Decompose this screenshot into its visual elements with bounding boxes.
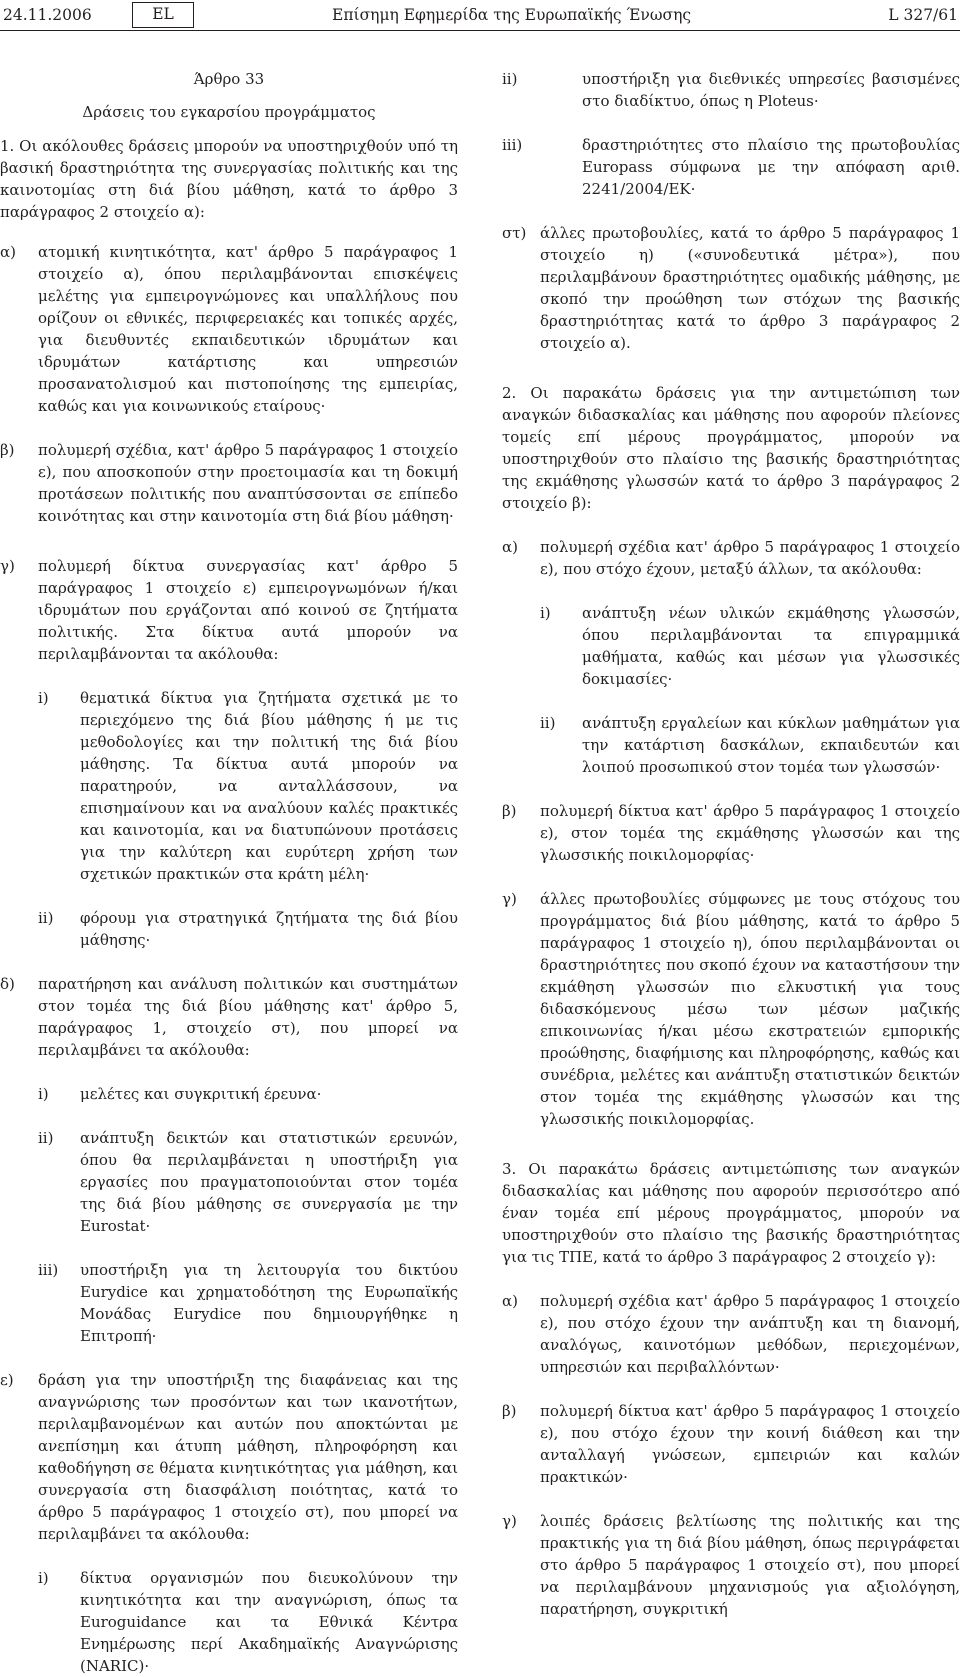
list-marker: γ) (502, 890, 517, 908)
list-text: πολυμερή σχέδια κατ' άρθρο 5 παράγραφος 1 στοιχείο ε), που στόχο έχουν, μεταξύ άλλων, τα ακόλουθα: (540, 538, 960, 578)
list-item-p3b (502, 1400, 960, 1488)
list-text: πολυμερή σχέδια, κατ' άρθρο 5 παράγραφος 1 στοιχείο ε), που αποσκοπούν στην προετοιμασία και τη δοκιμή προτάσεων πολιτικής που αναπτύσσονται σε επίπεδο κοινότητας και στην καινοτομία στη διά βίου μάθηση· (38, 441, 458, 525)
page-header (0, 0, 960, 30)
list-item-d-iii (38, 1259, 458, 1347)
list-text: ατομική κινητικότητα, κατ' άρθρο 5 παράγραφος 1 στοιχείο α), όπου περιλαμβάνονται επισκέψεις μελέτης για εμπειρογνώμονες και υπαλλήλους που ορίζουν οι εθνικές, περιφερειακές και τοπικές αρχές, για διευθυντές εκπαιδευτικών ιδρυμάτων και ιδρυμάτων κατάρτισης και υπηρεσιών προσανατολισμού και πιστοποίησης της εμπειρίας, καθώς και για κοινωνικούς εταίρους· (38, 243, 458, 415)
list-item-e-ii (502, 68, 960, 112)
paragraph-2: 2. Οι παρακάτω δράσεις για την αντιμετώπιση των αναγκών διδασκαλίας και μάθησης που αφορούν πλείονες τομείς επί μέρους προγράμματος, μπορούν να υποστηριχθούν στο πλαίσιο της βασικής δραστηριότητας της εκμάθησης γλωσσών κατά το άρθρο 3 παράγραφος 2 στοιχείο β): (502, 384, 960, 512)
list-text: πολυμερή δίκτυα συνεργασίας κατ' άρθρο 5 παράγραφος 1 στοιχείο ε) εμπειρογνωμόνων ή/και ιδρυμάτων που εργάζονται από κοινού σε ζητήματα πολιτικής. Στα δίκτυα αυτά μπορούν να περιλαμβάνονται τα ακόλουθα: (38, 557, 458, 663)
list-item-e-i (38, 1567, 458, 1677)
publication-date: 24.11.2006 (3, 6, 92, 24)
list-text: υποστήριξη για τη λειτουργία του δικτύου Eurydice και χρηματοδότηση της Ευρωπαϊκής Μονάδας Eurydice που δημιουργήθηκε η Επιτροπή· (80, 1261, 458, 1345)
list-text: φόρουμ για στρατηγικά ζητήματα της διά βίου μάθησης· (80, 909, 458, 949)
list-marker: ii) (38, 1129, 54, 1147)
list-text: άλλες πρωτοβουλίες, κατά το άρθρο 5 παράγραφος 1 στοιχείο η) («συνοδευτικά μέτρα»), που περιλαμβάνουν δραστηριότητες ομαδικής μάθησης, με σκοπό την προώθηση των στόχων της βασικής δραστηριότητας κατά το άρθρο 3 παράγραφος 2 στοιχείο α). (540, 224, 960, 352)
paragraph-1: 1. Οι ακόλουθες δράσεις μπορούν να υποστηριχθούν υπό τη βασική δραστηριότητα της συνεργασίας πολιτικής και της καινοτομίας στη διά βίου μάθηση, κατά το άρθρο 3 παράγραφος 2 στοιχείο α): (0, 137, 458, 221)
list-item-p3a (502, 1290, 960, 1378)
list-text: ανάπτυξη εργαλείων και κύκλων μαθημάτων για την κατάρτιση δασκάλων, εκπαιδευτών και λοιπού προσωπικού στον τομέα των γλωσσών· (582, 714, 960, 776)
header-rule (0, 30, 960, 31)
list-item-p2a (502, 536, 960, 580)
list-text: άλλες πρωτοβουλίες σύμφωνες με τους στόχους του προγράμματος διά βίου μάθησης, κατά το άρθρο 5 παράγραφος 1 στοιχείο η), όπου περιλαμβάνονται οι δραστηριότητες που σκοπό έχουν να καταστήσουν την εκμάθηση γλωσσών πιο ελκυστική για τους διδασκόμενους μέσω των μέσων μαζικής επικοινωνίας ή/και μέσω εκστρατειών εμπορικής προώθησης, διαφήμισης και πληροφόρησης, καθώς και συνέδρια, μελέτες και ανάπτυξη στατιστικών δεικτών στον τομέα της εκμάθησης γλωσσών και της γλωσσικής ποικιλομορφίας. (540, 890, 960, 1128)
list-marker: ε) (0, 1371, 14, 1389)
list-marker: i) (540, 604, 551, 622)
list-text: ανάπτυξη νέων υλικών εκμάθησης γλωσσών, όπου περιλαμβάνονται τα επιγραμμικά μαθήματα, καθώς και μέσων για γλωσσικές δοκιμασίες· (582, 604, 960, 688)
list-item-b (0, 439, 458, 527)
list-item-e (0, 1369, 458, 1545)
list-marker: ii) (38, 909, 54, 927)
list-item-p2g (502, 888, 960, 1130)
list-text: πολυμερή σχέδια κατ' άρθρο 5 παράγραφος 1 στοιχείο ε), που στόχο έχουν την ανάπτυξη και τη διανομή, αναλόγως, καινοτόμων μεθόδων, περιεχομένων, υπηρεσιών και περιβαλλόντων· (540, 1292, 960, 1376)
list-text: μελέτες και συγκριτική έρευνα· (80, 1085, 322, 1103)
list-item-d-i (38, 1083, 458, 1105)
article-title: Δράσεις του εγκαρσίου προγράμματος (82, 103, 376, 121)
list-marker: iii) (502, 136, 523, 154)
list-text: δίκτυα οργανισμών που διευκολύνουν την κινητικότητα και την αναγνώριση, όπως τα Euroguidance και τα Εθνικά Κέντρα Ενημέρωσης περί Ακαδημαϊκής Αναγνώρισης (NARIC)· (80, 1569, 458, 1675)
list-marker: γ) (502, 1512, 517, 1530)
list-item-st (502, 222, 960, 354)
list-marker: ii) (502, 70, 518, 88)
list-text: πολυμερή δίκτυα κατ' άρθρο 5 παράγραφος 1 στοιχείο ε), στον τομέα της εκμάθησης γλωσσών και της γλωσσικής ποικιλομορφίας· (540, 802, 960, 864)
list-marker: ii) (540, 714, 556, 732)
list-item-p2a-ii (540, 712, 960, 778)
list-marker: i) (38, 689, 49, 707)
list-item-d-ii (38, 1127, 458, 1237)
page-number: L 327/61 (888, 6, 958, 24)
list-item-a (0, 241, 458, 417)
list-text: θεματικά δίκτυα για ζητήματα σχετικά με το περιεχόμενο της διά βίου μάθησης ή με τις μεθοδολογίες και την πολιτική της διά βίου μάθησης. Τα δίκτυα αυτά μπορούν να παρατηρούν, να ανταλλάσσουν, να επισημαίνουν και να αναλύουν καλές πρακτικές και καινοτομία, και να διατυπώνουν προτάσεις για την καλύτερη και ευρύτερη χρήση των σχετικών πρακτικών στα κράτη μέλη· (80, 689, 458, 883)
list-text: πολυμερή δίκτυα κατ' άρθρο 5 παράγραφος 1 στοιχείο ε), που στόχο έχουν την κοινή διάθεση και την ανταλλαγή γνώσεων, εμπειριών και καλών πρακτικών· (540, 1402, 960, 1486)
language-code-box: EL (132, 2, 194, 28)
list-item-g-ii (38, 907, 458, 951)
list-marker: iii) (38, 1261, 59, 1279)
list-marker: β) (502, 802, 517, 820)
left-column (0, 68, 458, 1677)
list-marker: i) (38, 1085, 49, 1103)
list-text: δράση για την υποστήριξη της διαφάνειας και της αναγνώρισης των προσόντων και των ικανοτήτων, περιλαμβανομένων και αυτών που αποκτώνται με ανεπίσημη και άτυπη μάθηση, πληροφόρηση και καθοδήγηση σε θέματα κινητικότητας για μάθηση, και συνεργασία στη διασφάλιση ποιότητας, κατά το άρθρο 5 παράγραφος 1 στοιχείο στ), που μπορεί να περιλαμβάνει τα ακόλουθα: (38, 1371, 458, 1543)
list-marker: α) (502, 1292, 518, 1310)
list-item-p2a-i (540, 602, 960, 690)
list-text: λοιπές δράσεις βελτίωσης της πολιτικής και της πρακτικής για τη διά βίου μάθηση, όπως περιγράφεται στο άρθρο 5 παράγραφος 1 στοιχείο στ), που μπορεί να περιλαμβάνουν μηχανισμούς για αξιολόγηση, παρατήρηση, συγκριτική (540, 1512, 960, 1618)
article-number: Άρθρο 33 (193, 70, 265, 88)
list-text: ανάπτυξη δεικτών και στατιστικών ερευνών, όπου θα περιλαμβάνεται η υποστήριξη για εργασίες που πραγματοποιούνται στον τομέα της διά βίου μάθησης σε συνεργασία με την Eurostat· (80, 1129, 458, 1235)
list-item-e-iii (502, 134, 960, 200)
list-item-g (0, 555, 458, 665)
right-column (502, 68, 960, 1620)
list-marker: γ) (0, 557, 15, 575)
list-marker: α) (0, 243, 16, 261)
list-marker: α) (502, 538, 518, 556)
list-marker: δ) (0, 975, 15, 993)
list-marker: i) (38, 1569, 49, 1587)
journal-title: Επίσημη Εφημερίδα της Ευρωπαϊκής Ένωσης (332, 6, 692, 24)
list-item-d (0, 973, 458, 1061)
list-item-p2b (502, 800, 960, 866)
list-text: δραστηριότητες στο πλαίσιο της πρωτοβουλίας Europass σύμφωνα με την απόφαση αριθ. 2241/2004/ΕΚ· (582, 136, 960, 198)
list-text: υποστήριξη για διεθνικές υπηρεσίες βασισμένες στο διαδίκτυο, όπως η Ploteus· (582, 70, 960, 110)
list-marker: στ) (502, 224, 527, 242)
list-text: παρατήρηση και ανάλυση πολιτικών και συστημάτων στον τομέα της διά βίου μάθησης κατ' άρθρο 5, παράγραφος 1, στοιχείο στ), που μπορεί να περιλαμβάνει τα ακόλουθα: (38, 975, 458, 1059)
list-item-g-i (38, 687, 458, 885)
paragraph-3: 3. Οι παρακάτω δράσεις αντιμετώπισης των αναγκών διδασκαλίας και μάθησης που αφορούν περισσότερο από έναν τομέα επί μέρους προγράμματος, μπορούν να υποστηριχθούν στο πλαίσιο της βασικής δραστηριότητας για τις ΤΠΕ, κατά το άρθρο 3 παράγραφος 2 στοιχείο γ): (502, 1160, 960, 1266)
list-marker: β) (502, 1402, 517, 1420)
list-item-p3g (502, 1510, 960, 1620)
list-marker: β) (0, 441, 15, 459)
